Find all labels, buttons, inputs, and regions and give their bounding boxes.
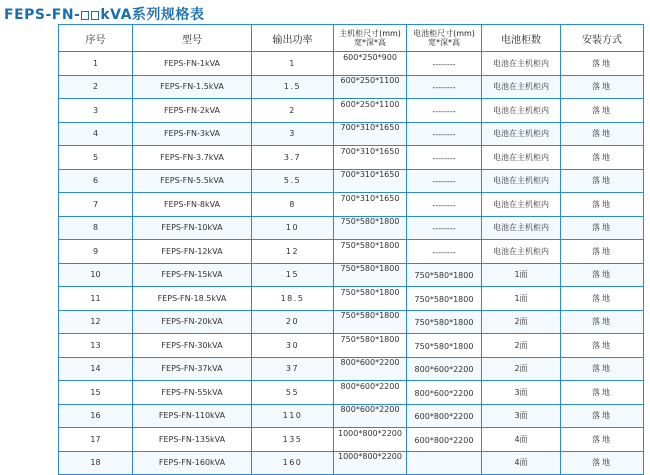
cell-power-value: 135 xyxy=(282,434,303,444)
cell-power-value: 18.5 xyxy=(280,293,305,303)
cell-battery-dimensions xyxy=(407,99,482,123)
cell-host-dimensions-value: 600*250*1100 xyxy=(340,99,400,109)
cell-model xyxy=(133,216,252,240)
header-seq: 序号 xyxy=(59,25,133,52)
cell-power xyxy=(252,169,334,193)
cell-cabinet-count xyxy=(482,404,561,428)
table-row xyxy=(59,381,644,405)
cell-power xyxy=(252,146,334,170)
cell-battery-dimensions xyxy=(407,240,482,264)
cell-cabinet-count-value: 4面 xyxy=(514,434,528,444)
cell-host-dimensions xyxy=(334,240,407,264)
cell-cabinet-count xyxy=(482,310,561,334)
cell-install-value: 落地 xyxy=(592,176,612,186)
cell-cabinet-count-value: 电池在主机柜内 xyxy=(493,129,549,139)
cell-power xyxy=(252,52,334,76)
cell-install-value: 落地 xyxy=(592,293,612,303)
cell-battery-dimensions-value: 800*600*2200 xyxy=(414,388,474,398)
cell-install-value: 落地 xyxy=(592,223,612,233)
cell-install-value: 落地 xyxy=(592,364,612,374)
cell-model xyxy=(133,240,252,264)
cell-install-value: 落地 xyxy=(592,199,612,209)
cell-host-dimensions xyxy=(334,52,407,76)
cell-model xyxy=(133,193,252,217)
cell-battery-dimensions-value: -------- xyxy=(432,247,456,257)
cell-power-value: 55 xyxy=(285,387,300,397)
cell-install xyxy=(561,216,644,240)
cell-model xyxy=(133,99,252,123)
cell-model xyxy=(133,263,252,287)
cell-cabinet-count-value: 3面 xyxy=(514,411,528,421)
cell-model xyxy=(133,451,252,475)
cell-model xyxy=(133,428,252,452)
cell-host-dimensions-value: 750*580*1800 xyxy=(340,240,400,250)
cell-install xyxy=(561,428,644,452)
cell-cabinet-count xyxy=(482,52,561,76)
header-install: 安装方式 xyxy=(561,25,644,52)
cell-seq xyxy=(59,216,133,240)
cell-cabinet-count-value: 2面 xyxy=(514,340,528,350)
cell-battery-dimensions-value: -------- xyxy=(432,224,456,234)
header-host-dim-line1: 主机柜尺寸(mm) xyxy=(339,29,401,38)
cell-host-dimensions xyxy=(334,310,407,334)
cell-seq xyxy=(59,52,133,76)
cell-cabinet-count xyxy=(482,357,561,381)
cell-host-dimensions xyxy=(334,451,407,475)
cell-model-value: FEPS-FN-110kVA xyxy=(158,411,226,421)
cell-install xyxy=(561,99,644,123)
cell-host-dimensions xyxy=(334,381,407,405)
cell-cabinet-count xyxy=(482,75,561,99)
cell-install-value: 落地 xyxy=(592,152,612,162)
cell-power-value: 3 xyxy=(289,129,296,139)
cell-battery-dimensions-value: 750*580*1800 xyxy=(414,318,474,328)
cell-power-value: 2 xyxy=(289,105,296,115)
cell-host-dimensions xyxy=(334,334,407,358)
table-row xyxy=(59,75,644,99)
cell-install xyxy=(561,404,644,428)
cell-cabinet-count xyxy=(482,287,561,311)
cell-model-value: FEPS-FN-3.7kVA xyxy=(160,152,224,162)
cell-model xyxy=(133,75,252,99)
cell-host-dimensions-value: 800*600*2200 xyxy=(340,381,400,391)
cell-battery-dimensions xyxy=(407,451,482,475)
cell-seq xyxy=(59,240,133,264)
cell-model xyxy=(133,52,252,76)
cell-host-dimensions-value: 750*580*1800 xyxy=(340,264,400,274)
cell-power xyxy=(252,75,334,99)
cell-seq-value: 1 xyxy=(92,58,99,68)
cell-model-value: FEPS-FN-1kVA xyxy=(163,58,221,68)
cell-battery-dimensions-value: 800*600*2200 xyxy=(414,365,474,375)
header-battery-dimensions xyxy=(407,25,482,52)
cell-seq xyxy=(59,357,133,381)
cell-battery-dimensions-value: -------- xyxy=(432,200,456,210)
cell-seq-value: 8 xyxy=(92,223,99,233)
cell-install-value: 落地 xyxy=(592,411,612,421)
table-row xyxy=(59,99,644,123)
header-model: 型号 xyxy=(133,25,252,52)
cell-cabinet-count xyxy=(482,381,561,405)
cell-install xyxy=(561,240,644,264)
header-row xyxy=(59,25,644,52)
cell-host-dimensions xyxy=(334,146,407,170)
cell-cabinet-count xyxy=(482,428,561,452)
cell-host-dimensions xyxy=(334,404,407,428)
cell-battery-dimensions-value: -------- xyxy=(432,83,456,93)
header-host-dim-line2: 宽*深*高 xyxy=(354,38,386,47)
cell-power-value: 10 xyxy=(285,223,300,233)
cell-seq xyxy=(59,334,133,358)
blank-box-icon xyxy=(91,11,99,20)
cell-seq xyxy=(59,169,133,193)
cell-power xyxy=(252,287,334,311)
cell-seq-value: 3 xyxy=(92,105,99,115)
cell-battery-dimensions xyxy=(407,146,482,170)
cell-install-value: 落地 xyxy=(592,340,612,350)
cell-battery-dimensions xyxy=(407,169,482,193)
cell-cabinet-count-value: 电池在主机柜内 xyxy=(493,223,549,233)
cell-battery-dimensions xyxy=(407,428,482,452)
cell-model xyxy=(133,334,252,358)
cell-seq-value: 2 xyxy=(92,82,99,92)
cell-battery-dimensions-value: 600*800*2200 xyxy=(414,435,474,445)
cell-cabinet-count-value: 电池在主机柜内 xyxy=(493,82,549,92)
header-bat-dim-line1: 电池柜尺寸(mm) xyxy=(413,29,475,38)
cell-battery-dimensions xyxy=(407,75,482,99)
cell-host-dimensions-value: 1000*800*2200 xyxy=(338,452,402,462)
cell-battery-dimensions-value: -------- xyxy=(432,177,456,187)
table-row xyxy=(59,428,644,452)
cell-seq xyxy=(59,404,133,428)
cell-cabinet-count-value: 电池在主机柜内 xyxy=(493,58,549,68)
cell-install xyxy=(561,146,644,170)
cell-power xyxy=(252,310,334,334)
cell-battery-dimensions xyxy=(407,357,482,381)
cell-cabinet-count-value: 1面 xyxy=(514,270,528,280)
cell-host-dimensions xyxy=(334,122,407,146)
cell-cabinet-count-value: 电池在主机柜内 xyxy=(493,199,549,209)
cell-host-dimensions xyxy=(334,216,407,240)
cell-power xyxy=(252,404,334,428)
cell-install xyxy=(561,310,644,334)
cell-power-value: 12 xyxy=(285,246,300,256)
cell-cabinet-count xyxy=(482,99,561,123)
page-title xyxy=(4,4,204,24)
cell-host-dimensions-value: 700*310*1650 xyxy=(340,123,400,133)
cell-host-dimensions xyxy=(334,287,407,311)
header-cabinet-count: 电池柜数 xyxy=(482,25,561,52)
cell-install xyxy=(561,263,644,287)
cell-cabinet-count xyxy=(482,122,561,146)
cell-cabinet-count-value: 电池在主机柜内 xyxy=(493,105,549,115)
cell-battery-dimensions-value: -------- xyxy=(432,106,456,116)
cell-install xyxy=(561,52,644,76)
cell-install xyxy=(561,381,644,405)
cell-model xyxy=(133,357,252,381)
cell-cabinet-count xyxy=(482,216,561,240)
cell-seq-value: 5 xyxy=(92,152,99,162)
cell-cabinet-count-value: 电池在主机柜内 xyxy=(493,246,549,256)
cell-cabinet-count-value: 1面 xyxy=(514,293,528,303)
cell-model-value: FEPS-FN-2kVA xyxy=(163,105,221,115)
cell-cabinet-count xyxy=(482,169,561,193)
cell-install xyxy=(561,169,644,193)
cell-host-dimensions-value: 700*310*1650 xyxy=(340,170,400,180)
header-bat-dim-line2: 宽*深*高 xyxy=(428,38,460,47)
cell-seq xyxy=(59,122,133,146)
table-row xyxy=(59,240,644,264)
cell-model xyxy=(133,169,252,193)
cell-model-value: FEPS-FN-20kVA xyxy=(161,317,223,327)
cell-power xyxy=(252,381,334,405)
cell-host-dimensions xyxy=(334,75,407,99)
cell-model-value: FEPS-FN-30kVA xyxy=(161,340,223,350)
cell-install-value: 落地 xyxy=(592,129,612,139)
cell-seq xyxy=(59,146,133,170)
cell-seq xyxy=(59,193,133,217)
cell-install xyxy=(561,75,644,99)
cell-seq-value: 14 xyxy=(90,364,101,374)
cell-power xyxy=(252,99,334,123)
cell-battery-dimensions xyxy=(407,381,482,405)
cell-cabinet-count xyxy=(482,193,561,217)
table-row xyxy=(59,122,644,146)
title-suffix: kVA系列规格表 xyxy=(100,7,205,23)
cell-cabinet-count xyxy=(482,146,561,170)
cell-battery-dimensions xyxy=(407,310,482,334)
cell-host-dimensions xyxy=(334,193,407,217)
spec-table xyxy=(58,24,644,475)
cell-seq xyxy=(59,287,133,311)
cell-model-value: FEPS-FN-18.5kVA xyxy=(157,293,227,303)
cell-battery-dimensions xyxy=(407,216,482,240)
cell-host-dimensions-value: 600*250*900 xyxy=(343,52,397,62)
cell-seq xyxy=(59,428,133,452)
cell-cabinet-count-value: 3面 xyxy=(514,387,528,397)
cell-install-value: 落地 xyxy=(592,458,612,468)
cell-seq-value: 16 xyxy=(90,411,101,421)
cell-install-value: 落地 xyxy=(592,270,612,280)
cell-install-value: 落地 xyxy=(592,387,612,397)
cell-host-dimensions-value: 600*250*1100 xyxy=(340,76,400,86)
cell-host-dimensions-value: 1000*800*2200 xyxy=(338,428,402,438)
cell-power xyxy=(252,193,334,217)
cell-battery-dimensions-value: 750*580*1800 xyxy=(414,341,474,351)
cell-install-value: 落地 xyxy=(592,317,612,327)
cell-power-value: 37 xyxy=(285,364,300,374)
cell-power-value: 3.7 xyxy=(283,152,302,162)
cell-power-value: 160 xyxy=(282,458,303,468)
cell-install xyxy=(561,193,644,217)
cell-seq-value: 10 xyxy=(90,270,101,280)
cell-power xyxy=(252,428,334,452)
cell-seq-value: 18 xyxy=(90,458,101,468)
cell-cabinet-count xyxy=(482,451,561,475)
cell-battery-dimensions-value: -------- xyxy=(432,153,456,163)
cell-battery-dimensions xyxy=(407,334,482,358)
cell-power-value: 20 xyxy=(285,317,300,327)
cell-battery-dimensions-value: 750*580*1800 xyxy=(414,271,474,281)
table-row xyxy=(59,52,644,76)
cell-install xyxy=(561,287,644,311)
cell-cabinet-count xyxy=(482,240,561,264)
cell-power-value: 1 xyxy=(289,58,296,68)
cell-model-value: FEPS-FN-5.5kVA xyxy=(160,176,224,186)
cell-model xyxy=(133,381,252,405)
cell-seq-value: 9 xyxy=(92,246,99,256)
cell-cabinet-count-value: 电池在主机柜内 xyxy=(493,152,549,162)
cell-power xyxy=(252,263,334,287)
cell-host-dimensions xyxy=(334,99,407,123)
title-prefix: FEPS-FN- xyxy=(4,7,81,23)
table-row xyxy=(59,146,644,170)
cell-install-value: 落地 xyxy=(592,105,612,115)
cell-host-dimensions-value: 800*600*2200 xyxy=(340,358,400,368)
table-row xyxy=(59,263,644,287)
cell-cabinet-count xyxy=(482,334,561,358)
cell-host-dimensions xyxy=(334,263,407,287)
cell-power xyxy=(252,216,334,240)
cell-host-dimensions-value: 750*580*1800 xyxy=(340,311,400,321)
cell-install-value: 落地 xyxy=(592,82,612,92)
cell-install-value: 落地 xyxy=(592,246,612,256)
cell-host-dimensions-value: 700*310*1650 xyxy=(340,193,400,203)
cell-install xyxy=(561,451,644,475)
table-row xyxy=(59,193,644,217)
cell-host-dimensions xyxy=(334,357,407,381)
cell-model-value: FEPS-FN-12kVA xyxy=(161,246,223,256)
cell-power-value: 30 xyxy=(285,340,300,350)
header-host-dimensions xyxy=(334,25,407,52)
cell-seq-value: 17 xyxy=(90,434,101,444)
table-row xyxy=(59,451,644,475)
cell-model xyxy=(133,404,252,428)
cell-install xyxy=(561,357,644,381)
cell-power-value: 8 xyxy=(289,199,296,209)
cell-seq xyxy=(59,381,133,405)
cell-cabinet-count-value: 电池在主机柜内 xyxy=(493,176,549,186)
cell-host-dimensions-value: 750*580*1800 xyxy=(340,334,400,344)
cell-battery-dimensions xyxy=(407,263,482,287)
cell-install xyxy=(561,334,644,358)
table-row xyxy=(59,169,644,193)
table-body xyxy=(59,52,644,475)
cell-host-dimensions-value: 700*310*1650 xyxy=(340,146,400,156)
cell-power xyxy=(252,451,334,475)
cell-cabinet-count-value: 2面 xyxy=(514,317,528,327)
table-row xyxy=(59,310,644,334)
cell-install xyxy=(561,122,644,146)
cell-power-value: 15 xyxy=(285,270,300,280)
cell-battery-dimensions-value: 750*580*1800 xyxy=(414,294,474,304)
cell-battery-dimensions-value: 600*800*2200 xyxy=(414,412,474,422)
cell-power xyxy=(252,334,334,358)
cell-install-value: 落地 xyxy=(592,58,612,68)
cell-battery-dimensions-value: -------- xyxy=(432,130,456,140)
cell-battery-dimensions xyxy=(407,404,482,428)
cell-power-value: 1.5 xyxy=(283,82,302,92)
header-power: 输出功率 xyxy=(252,25,334,52)
cell-seq-value: 11 xyxy=(90,293,101,303)
cell-cabinet-count-value: 4面 xyxy=(514,458,528,468)
cell-model xyxy=(133,310,252,334)
cell-power xyxy=(252,240,334,264)
cell-seq-value: 15 xyxy=(90,387,101,397)
cell-host-dimensions xyxy=(334,428,407,452)
cell-model xyxy=(133,146,252,170)
cell-battery-dimensions xyxy=(407,122,482,146)
table-row xyxy=(59,287,644,311)
cell-model-value: FEPS-FN-15kVA xyxy=(161,270,223,280)
cell-power xyxy=(252,122,334,146)
cell-battery-dimensions-value: -------- xyxy=(432,59,456,69)
cell-seq-value: 12 xyxy=(90,317,101,327)
cell-host-dimensions-value: 800*600*2200 xyxy=(340,405,400,415)
cell-seq xyxy=(59,310,133,334)
cell-power xyxy=(252,357,334,381)
table-row xyxy=(59,334,644,358)
cell-seq-value: 6 xyxy=(92,176,99,186)
table-row xyxy=(59,216,644,240)
cell-model-value: FEPS-FN-135kVA xyxy=(158,434,226,444)
cell-host-dimensions-value: 750*580*1800 xyxy=(340,287,400,297)
cell-model xyxy=(133,287,252,311)
cell-seq xyxy=(59,263,133,287)
table-row xyxy=(59,357,644,381)
cell-seq xyxy=(59,75,133,99)
cell-power-value: 5.5 xyxy=(283,176,302,186)
cell-cabinet-count-value: 2面 xyxy=(514,364,528,374)
cell-model xyxy=(133,122,252,146)
cell-model-value: FEPS-FN-37kVA xyxy=(161,364,223,374)
cell-host-dimensions xyxy=(334,169,407,193)
table-header xyxy=(59,25,644,52)
cell-battery-dimensions xyxy=(407,193,482,217)
cell-model-value: FEPS-FN-10kVA xyxy=(161,223,223,233)
cell-seq-value: 13 xyxy=(90,340,101,350)
cell-seq-value: 7 xyxy=(92,199,99,209)
table-row xyxy=(59,404,644,428)
cell-model-value: FEPS-FN-3kVA xyxy=(163,129,221,139)
cell-host-dimensions-value: 750*580*1800 xyxy=(340,217,400,227)
cell-model-value: FEPS-FN-55kVA xyxy=(161,387,223,397)
cell-model-value: FEPS-FN-160kVA xyxy=(158,458,226,468)
cell-battery-dimensions xyxy=(407,52,482,76)
cell-seq-value: 4 xyxy=(92,129,99,139)
cell-seq xyxy=(59,99,133,123)
blank-box-icon xyxy=(81,11,89,20)
cell-seq xyxy=(59,451,133,475)
cell-model-value: FEPS-FN-8kVA xyxy=(163,199,221,209)
cell-cabinet-count xyxy=(482,263,561,287)
cell-battery-dimensions xyxy=(407,287,482,311)
cell-power-value: 110 xyxy=(282,411,303,421)
cell-install-value: 落地 xyxy=(592,434,612,444)
cell-model-value: FEPS-FN-1.5kVA xyxy=(160,82,224,92)
